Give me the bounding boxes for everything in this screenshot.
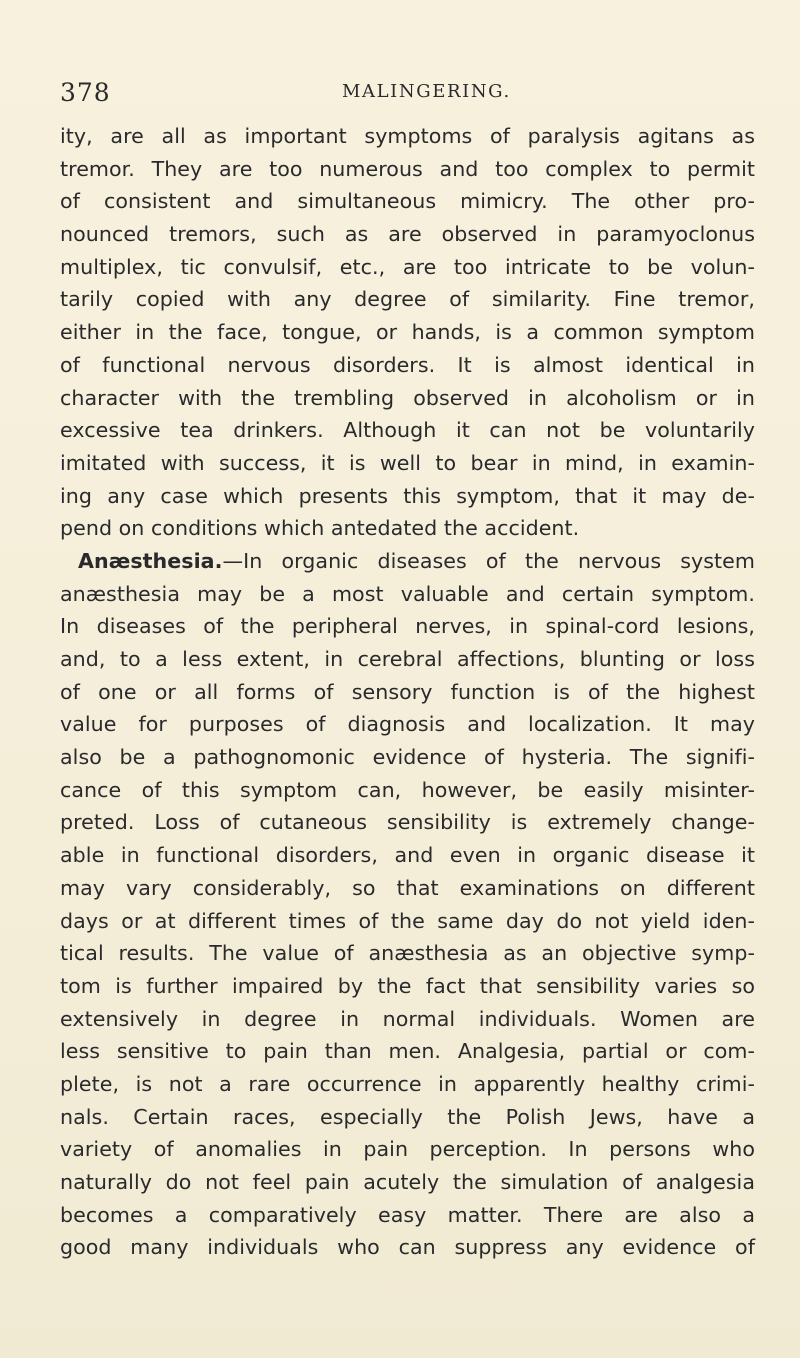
- text-line: ity, are all as important symptoms of paralysis agitans as: [60, 124, 755, 148]
- text-line: character with the trembling observed in alcoholism or in: [60, 385, 755, 410]
- text-line: becomes a comparatively easy matter. There are also a: [60, 1202, 755, 1227]
- text-line: extensively in degree in normal individuals. Women are: [60, 1006, 755, 1031]
- paragraph-first-line: [60, 545, 755, 578]
- text-line: cance of this symptom can, however, be easily misinter-: [60, 777, 755, 802]
- text-line: days or at different times of the same day do not yield iden-: [60, 908, 755, 933]
- text-line: good many individuals who can suppress any evidence of: [60, 1235, 755, 1260]
- text-line: In diseases of the peripheral nerves, in spinal-cord lesions,: [60, 614, 755, 639]
- text-line: multiplex, tic convulsif, etc., are too intricate to be volun-: [60, 254, 755, 279]
- text-line: nounced tremors, such as are observed in paramyoclonus: [60, 222, 755, 247]
- paragraph-anaesthesia: [60, 545, 755, 1264]
- text-line: tom is further impaired by the fact that sensibility varies so: [60, 973, 755, 998]
- text-line: and, to a less extent, in cerebral affections, blunting or loss: [60, 647, 755, 671]
- paragraph-tremor: [60, 120, 755, 545]
- text-line: able in functional disorders, and even in organic disease it: [60, 843, 755, 868]
- text-line: variety of anomalies in pain perception. In persons who: [60, 1137, 755, 1162]
- text-line: less sensitive to pain than men. Analgesia, partial or com-: [60, 1039, 755, 1064]
- page-number: 378: [60, 78, 111, 107]
- text-line: of one or all forms of sensory function is of the highest: [60, 679, 755, 704]
- section-heading: Anæsthesia.: [78, 548, 223, 573]
- text-line: either in the face, tongue, or hands, is a common symptom: [60, 320, 755, 345]
- text-line: preted. Loss of cutaneous sensibility is extremely change-: [60, 810, 755, 835]
- text-line: also be a pathognomonic evidence of hysteria. The signifi-: [60, 745, 755, 770]
- text-line: tical results. The value of anæsthesia as an objective symp-: [60, 941, 755, 966]
- text-line: ing any case which presents this symptom, that it may de-: [60, 483, 755, 508]
- text-line: nals. Certain races, especially the Polish Jews, have a: [60, 1104, 755, 1129]
- page-header: [60, 78, 760, 112]
- text-line: of consistent and simultaneous mimicry. The other pro-: [60, 189, 755, 214]
- text-line: tremor. They are too numerous and too complex to permit: [60, 156, 755, 181]
- body-text: [60, 120, 755, 1264]
- text-line: excessive tea drinkers. Although it can not be voluntarily: [60, 418, 755, 443]
- running-head: MALINGERING.: [342, 81, 511, 102]
- text-line: imitated with success, it is well to bear in mind, in examin-: [60, 450, 755, 475]
- text-run: —In organic diseases of the nervous system: [222, 548, 755, 573]
- text-line: value for purposes of diagnosis and localization. It may: [60, 712, 755, 737]
- text-line: naturally do not feel pain acutely the simulation of analgesia: [60, 1170, 755, 1194]
- text-line: anæsthesia may be a most valuable and certain symptom.: [60, 581, 755, 606]
- text-line: plete, is not a rare occurrence in apparently healthy crimi-: [60, 1071, 755, 1096]
- text-line: pend on conditions which antedated the accident.: [60, 516, 580, 541]
- text-line: tarily copied with any degree of similarity. Fine tremor,: [60, 287, 755, 312]
- text-line: may vary considerably, so that examinations on different: [60, 875, 755, 900]
- text-line: of functional nervous disorders. It is almost identical in: [60, 352, 755, 377]
